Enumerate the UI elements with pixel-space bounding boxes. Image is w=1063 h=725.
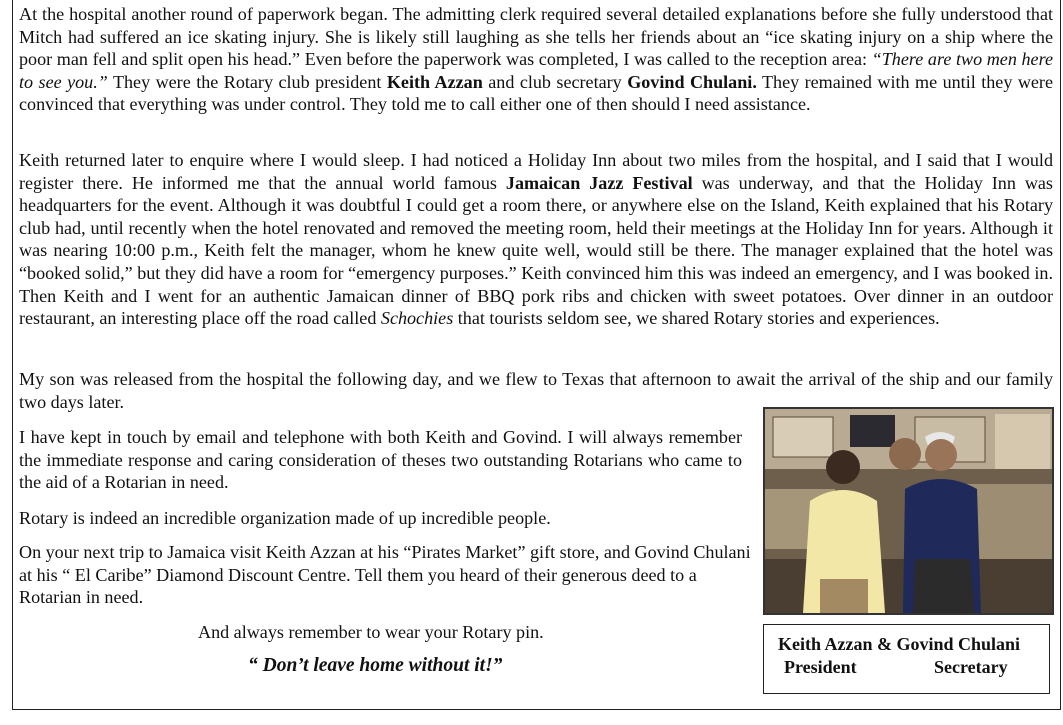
photo-keith-and-govind xyxy=(763,407,1054,615)
caption-secretary: Secretary xyxy=(934,657,1008,677)
photo-caption xyxy=(763,624,1050,694)
event-name: Jamaican Jazz Festival xyxy=(505,172,693,193)
newsletter-page xyxy=(12,0,1061,710)
name-govind-chulani: Govind Chulani. xyxy=(627,71,757,92)
paragraph-next-trip: On your next trip to Jamaica visit Keith Azzan at his “Pirates Market” gift store, and Govind Chulani at his “ El Caribe” Diamond Discount Centre. Tell them you heard of their generous deed to a Rotarian in need. xyxy=(19,542,751,608)
caption-president: President xyxy=(784,657,857,677)
name-keith-azzan: Keith Azzan xyxy=(386,71,483,92)
quote-two-men: “There are two men here to see you.” xyxy=(19,49,1053,92)
paragraph-holiday-inn: Keith returned later to enquire where I would sleep. I had noticed a Holiday Inn about two miles from the hospital, and I said that I would register there. He informed me that the annual world famous Jamaican Jazz Festival was underway, and that the Holiday Inn was headquarters for the event. Although it was doubtful I could get a room there, or anywhere else on the Island, Keith explained that his Rotary club had, until recently when the hotel renovated and removed the meeting room, held their meetings at the Holiday Inn for years. Although it was nearing 10:00 p.m., Keith felt the manager, whom he knew quite well, would still be there. The manager explained that the hotel was “booked solid,” but they did have a room for “emergency purposes.” Keith convinced him this was indeed an emergency, and I was booked in. Then Keith and I went for an authentic Jamaican dinner of BBQ pork ribs and chicken with sweet potatoes. Over dinner in an outdoor restaurant, an interesting place off the road called Schochies that tourists seldom see, we shared Rotary stories and experiences. xyxy=(19,150,1053,329)
photo-illustration xyxy=(765,409,1052,613)
motto: “ Don’t leave home without it!” xyxy=(248,655,503,676)
paragraph-hospital: At the hospital another round of paperwork began. The admitting clerk required several detailed explanations before she fully understood that Mitch had suffered an ice skating injury. She is likely still laughing as she tells her friends about an “ice skating injury on a ship where the poor man fell and split open his head.” Even before the paperwork was completed, I was called to the reception area: “There are two men here to see you.” They were the Rotary club president Keith Azzan and club secretary Govind Chulani. They remained with me until they were convinced that everything was under control. They told me to call either one of then should I need assistance. xyxy=(19,4,1053,115)
caption-names: Keith Azzan & Govind Chulani xyxy=(778,634,1021,654)
closing-line: And always remember to wear your Rotary pin. xyxy=(198,622,544,642)
restaurant-name: Schochies xyxy=(380,308,454,329)
paragraph-son-released: My son was released from the hospital the following day, and we flew to Texas that afternoon to await the arrival of the ship and our family two days later. xyxy=(19,369,1053,412)
paragraph-kept-in-touch: I have kept in touch by email and telephone with both Keith and Govind. I will always remember the immediate response and caring consideration of theses two outstanding Rotarians who came to the aid of a Rotarian in need. xyxy=(19,427,742,493)
paragraph-rotary-incredible: Rotary is indeed an incredible organization made of up incredible people. xyxy=(19,508,551,528)
